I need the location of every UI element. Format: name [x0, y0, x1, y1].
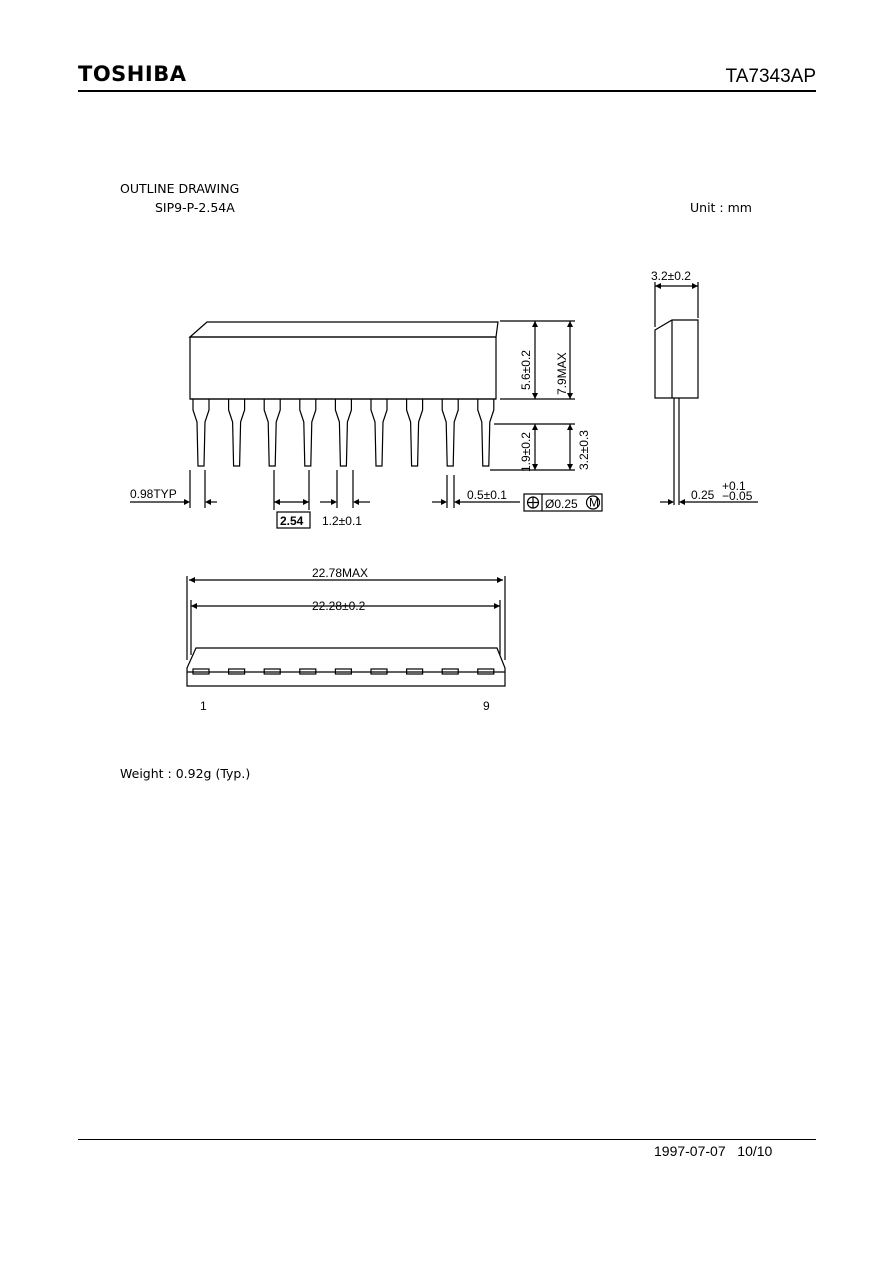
dim-thickness: 0.25	[691, 488, 715, 502]
lead-2	[229, 399, 245, 466]
weight-note: Weight : 0.92g (Typ.)	[120, 766, 251, 781]
lead-1	[193, 399, 209, 466]
leads	[193, 399, 494, 466]
toshiba-logo: TOSHIBA	[78, 62, 187, 86]
dim-position-tol: Ø0.25	[545, 497, 578, 511]
dim-pitch: 2.54	[280, 514, 304, 528]
lead-4	[300, 399, 316, 466]
footer-page: 10/10	[737, 1143, 773, 1159]
dim-lead-tip: 1.2±0.1	[322, 514, 362, 528]
dim-max-height: 7.9MAX	[555, 352, 569, 395]
footer-info	[654, 1143, 772, 1159]
dim-lead-total: 3.2±0.3	[577, 430, 591, 470]
dim-lead-length: 1.9±0.2	[519, 432, 533, 472]
footer-date: 1997-07-07	[654, 1143, 726, 1159]
lead-5	[335, 399, 351, 466]
bottom-view-body	[187, 648, 505, 686]
dim-position-mod: M	[589, 495, 599, 510]
lead-8	[442, 399, 458, 466]
dim-body-length: 22.28±0.2	[312, 599, 366, 613]
dim-thickness-minus: −0.05	[722, 489, 753, 503]
dim-body-height: 5.6±0.2	[519, 350, 533, 390]
lead-7	[407, 399, 423, 466]
dim-side-width: 3.2±0.2	[651, 269, 691, 283]
package-body	[190, 337, 496, 399]
dim-max-length: 22.78MAX	[312, 566, 369, 580]
unit-label: Unit : mm	[690, 200, 752, 215]
lead-3	[264, 399, 280, 466]
pin-label-first: 1	[200, 699, 207, 713]
lead-6	[371, 399, 387, 466]
dim-lead-thin: 0.5±0.1	[467, 488, 507, 502]
dim-lead-width: 0.98TYP	[130, 487, 177, 501]
section-title: OUTLINE DRAWING	[120, 181, 240, 196]
package-code: SIP9-P-2.54A	[155, 200, 235, 215]
dim-thickness-plus: +0.1	[722, 479, 746, 493]
lead-9	[478, 399, 494, 466]
part-number: TA7343AP	[725, 66, 816, 87]
side-view-body	[655, 320, 698, 398]
pin-label-last: 9	[483, 699, 490, 713]
footer-rule	[78, 1139, 816, 1140]
body-top-face	[190, 322, 498, 337]
